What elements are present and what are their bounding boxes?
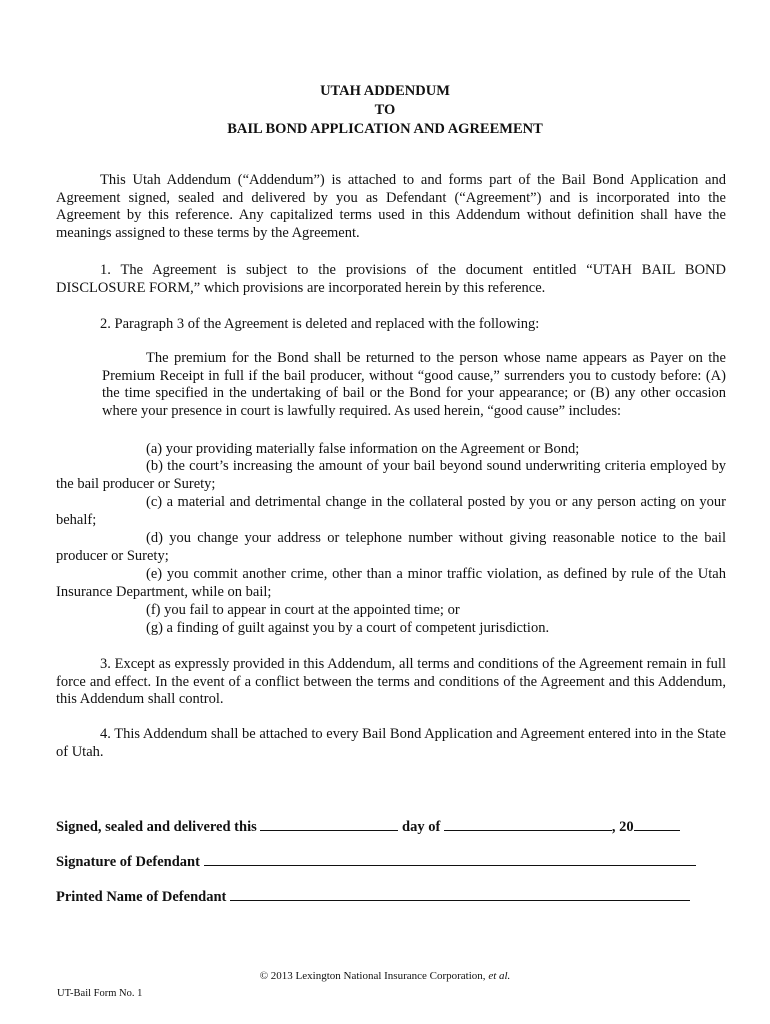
defendant-signature-row <box>56 851 696 871</box>
year-label: , 20 <box>611 819 634 835</box>
good-cause-item-c: (c) a material and detrimental change in the collateral posted by you or any person acting on your behalf; <box>56 494 726 528</box>
form-number: UT-Bail Form No. 1 <box>57 988 143 999</box>
section-2: 2. Paragraph 3 of the Agreement is deleted and replaced with the following: <box>100 316 540 332</box>
good-cause-item-a: (a) your providing materially false information on the Agreement or Bond; <box>146 441 580 457</box>
day-blank[interactable] <box>260 816 398 831</box>
section-4: 4. This Addendum shall be attached to every Bail Bond Application and Agreement entered into in the State of Utah. <box>56 726 726 760</box>
printed-name-row <box>56 886 690 906</box>
section-3: 3. Except as expressly provided in this Addendum, all terms and conditions of the Agreement remain in full force and effect. In the event of a conflict between the terms and conditions of the Agreement and this Addendum, this Addendum shall control. <box>56 656 726 707</box>
printed-name-label: Printed Name of Defendant <box>56 889 227 905</box>
printed-name-blank[interactable] <box>230 886 690 901</box>
defendant-signature-label: Signature of Defendant <box>56 854 200 870</box>
copyright-text: © 2013 Lexington National Insurance Corporation, <box>259 970 489 982</box>
year-blank[interactable] <box>634 816 680 831</box>
day-of-label: day of <box>402 819 441 835</box>
section-1: 1. The Agreement is subject to the provisions of the document entitled “UTAH BAIL BOND DISCLOSURE FORM,” which provisions are incorporated herein by this reference. <box>56 262 726 296</box>
copyright-footer <box>0 970 770 982</box>
title-line-2: TO <box>374 102 396 118</box>
good-cause-item-e: (e) you commit another crime, other than a minor traffic violation, as defined by rule of the Utah Insurance Department, while on bail; <box>56 566 726 600</box>
signed-delivered-row <box>56 816 680 836</box>
good-cause-item-g: (g) a finding of guilt against you by a court of competent jurisdiction. <box>146 620 550 636</box>
intro-paragraph: This Utah Addendum (“Addendum”) is attached to and forms part of the Bail Bond Application and Agreement signed, sealed and delivered by you as Defendant (“Agreement”) and is incorporated into the Agreement by this reference. Any capitalized terms used in this Addendum without definition shall have the meanings assigned to these terms by the Agreement. <box>56 172 726 241</box>
defendant-signature-blank[interactable] <box>204 851 696 866</box>
title-line-3: BAIL BOND APPLICATION AND AGREEMENT <box>227 121 543 137</box>
title-line-1: UTAH ADDENDUM <box>320 83 450 99</box>
good-cause-item-d: (d) you change your address or telephone number without giving reasonable notice to the bail producer or Surety; <box>56 530 726 564</box>
good-cause-item-b: (b) the court’s increasing the amount of your bail beyond sound underwriting criteria employed by the bail producer or Surety; <box>56 458 726 492</box>
month-blank[interactable] <box>444 816 612 831</box>
signed-label: Signed, sealed and delivered this <box>56 819 257 835</box>
premium-paragraph: The premium for the Bond shall be returned to the person whose name appears as Payer on the Premium Receipt in full if the bail producer, without “good cause,” surrenders you to custody before: (A) the time specified in the undertaking of bail or the Bond for your appearance; or (B) any other occasion where your presence in court is lawfully required. As used herein, “good cause” includes: <box>102 350 726 419</box>
good-cause-item-f: (f) you fail to appear in court at the appointed time; or <box>146 602 460 618</box>
et-al-text: et al. <box>488 970 511 982</box>
